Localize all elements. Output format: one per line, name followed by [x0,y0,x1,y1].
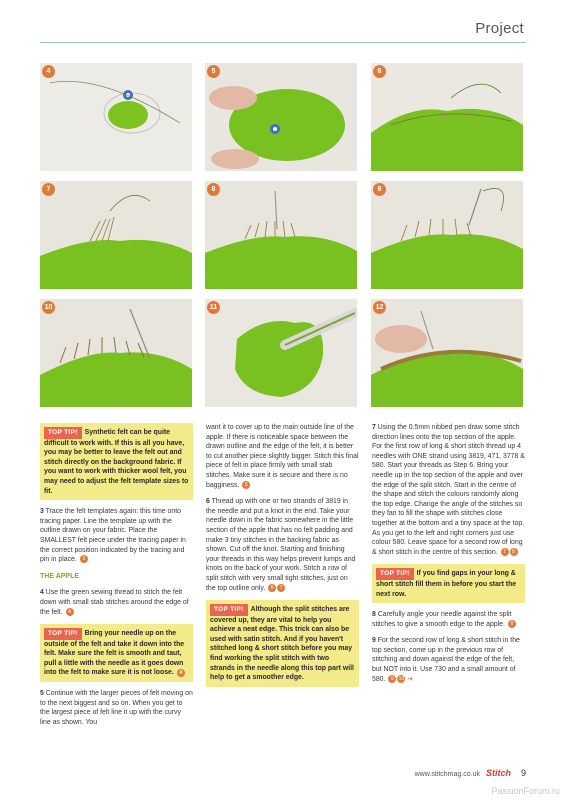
step-text: Trace the felt templates again: this time onto tracing paper. Line the template up with the outline drawn on your fabric. Place the SMALLEST felt piece under the tracing paper in the correct position indicated by the tracing and pin in place. [40,508,186,564]
footer-url[interactable]: www.stitchmag.co.uk [414,771,480,778]
step-photo-6 [371,63,523,171]
magazine-brand: Stitch [485,768,511,778]
step-photo-5 [205,63,357,171]
step-badge: 11 [207,301,220,314]
photo-felt-circle-pinned [40,63,192,171]
step-paragraph [372,610,525,629]
photo-ref: 3 [80,555,88,563]
top-tip-box [40,423,193,500]
section-heading: THE APPLE [40,572,80,580]
photo-ref: 8 [510,548,518,556]
step-number: 6 [206,498,210,506]
step-photo-7 [40,181,192,289]
photo-ref: 7 [277,584,285,592]
step-photo-11 [205,299,357,407]
text-column-2 [206,423,359,694]
step-paragraph [40,689,193,727]
step-text: Continue with the larger pieces of felt moving on to the next biggest and so on. When you get to the largest piece of felt line it up with the curvy line as shown. You [40,690,193,726]
step-badge: 4 [42,65,55,78]
photo-ref: 5 [242,481,250,489]
photo-long-short-stitch-start [40,181,192,289]
step-paragraph [206,423,359,490]
step-badge: 10 [42,301,55,314]
step-badge: 7 [42,183,55,196]
continue-arrow-icon: ➔ [407,675,414,683]
step-text: For the second row of long & short stitch in the top section, come up in the previous row of stitching and down against the edge of the felt, but NOT into it. Use 730 and a small amount of 580. [372,637,520,683]
step-badge: 5 [207,65,220,78]
page-number: 9 [520,768,526,778]
text-column-3 [372,423,525,691]
step-text: want it to cover up to the main outside line of the apple. If there is noticeable space between the drawn outline and the edge of the felt, it is better to cut another piece slightly bigger. Stitch this final piece of felt in place firmly with small stab stitches. Make sure it is secure and there is no bagginess. [206,424,359,489]
top-tip-label: TOP TIP! [210,604,248,616]
step-photo-8 [205,181,357,289]
step-number: 8 [372,611,376,619]
photo-stitch-fill [40,299,192,407]
watermark: PassionForum.ru [491,786,560,796]
step-text: Using the 0.5mm nibbed pen draw some stitch direction lines onto the top section of the apple. For the first row of long & short stitch thread up 4 needles with ONE strand using 3819, 471, 3778 & 580. Start your threads as Step 6. Bring your needle up in the top section of the apple and over the edge of the split stitch. Start in the centre of the shape and stitch the colours randomly along the top edge. Change the angle of the stitches so they fan to fill the shape with stitches close together at the bottom and a tiny space at the top. As you get to the left and right corners just use colour 580. Leave space for a second row of long & short stitch in the centre of this section. [372,424,525,556]
top-tip-text: Synthetic felt can be quite difficult to work with. If this is all you have, you may be better to leave the felt out and stitch directly on the background fabric. If you want to work with thicker wool felt, you may need to adjust the felt template sizes to fit. [44,429,189,495]
page-footer [415,768,526,778]
step-badge: 12 [373,301,386,314]
step-photo-10 [40,299,192,407]
step-text: Thread up with one or two strands of 3819 in the needle and put a knot in the end. Take your needle down in the fabric somewhere in the little section of the apple that has no felt padding and make 3 tiny stitches in the backing fabric as shown. Cut off the knot. Starting and finishing your threads in this way helps prevent lumps and knots on the back of your work. Stitch a row of split stitch with very small tight stitches, just on the top outline only. [206,498,356,592]
photo-felt-layered-pinned [205,63,357,171]
step-number: 5 [40,690,44,698]
photo-second-row [371,181,523,289]
photo-ref: 4 [177,669,185,677]
step-badge: 6 [373,65,386,78]
photo-ref: 6 [268,584,276,592]
photo-split-stitch-outline [371,63,523,171]
top-tip-text: If you find gaps in your long & short stitch fill them in before you start the next row. [376,570,517,598]
step-paragraph [40,588,193,617]
step-paragraph [40,507,193,565]
top-tip-label: TOP TIP! [376,568,414,580]
photo-ref: 10 [398,675,405,682]
step-number: 3 [40,508,44,516]
step-paragraph [372,423,525,557]
step-number: 9 [372,637,376,645]
photo-finished-top-section [371,299,523,407]
photo-angled-needle [205,181,357,289]
step-badge: 9 [373,183,386,196]
step-paragraph [206,497,359,593]
top-tip-box [372,564,525,603]
section-title: Project [475,20,524,37]
step-number: 7 [372,424,376,431]
top-tip-box [40,624,193,682]
photo-ref: 7 [501,548,509,556]
step-paragraph [372,636,525,684]
photo-ref: 4 [66,608,74,616]
step-text: Carefully angle your needle against the split stitches to give a smooth edge to the apple. [372,611,512,628]
step-photo-9 [371,181,523,289]
top-tip-label: TOP TIP! [44,427,82,439]
step-photo-12 [371,299,523,407]
text-column-1 [40,423,193,734]
top-tip-label: TOP TIP! [44,628,82,640]
photo-ref: 9 [388,675,396,683]
top-tip-box [206,600,359,687]
photo-pen-direction-lines [205,299,357,407]
step-text: Use the green sewing thread to stitch the felt down with small stab stitches around the edge of the felt. [40,589,189,616]
step-number: 4 [40,589,44,597]
step-photo-4 [40,63,192,171]
header-divider [40,42,526,43]
step-badge: 8 [207,183,220,196]
photo-ref: 8 [508,620,516,628]
top-tip-text: Bring your needle up on the outside of the felt and take it down into the felt. Make sure the felt is smooth and taut, pull a little with the needle as it goes down into the felt to make sure it is not loose. [44,630,185,677]
top-tip-text: Although the split stitches are covered up, they are vital to help you achieve a neat edge. This trick can also be used with satin stitch. And if you haven't stitched long & short stitch before you may find working the split stitch with two strands in the needle along this top part will help to get a smoother edge. [210,606,354,682]
